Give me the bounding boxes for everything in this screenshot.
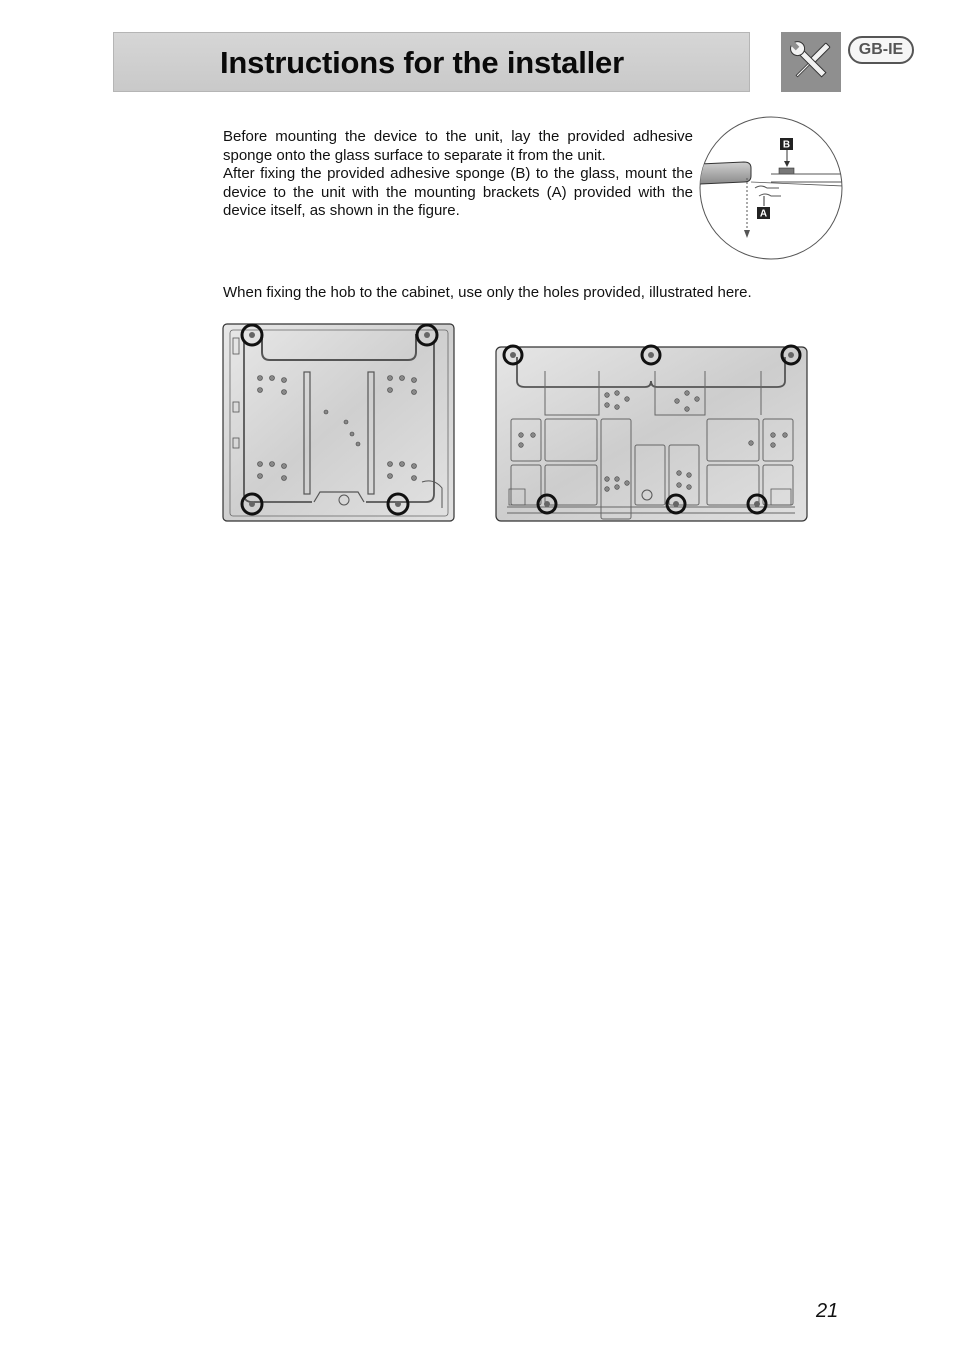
language-badge: GB-IE [848, 36, 914, 64]
header-bar [113, 32, 750, 92]
hob-underside-figure-large [495, 343, 809, 523]
intro-paragraph-1: Before mounting the device to the unit, lay the provided adhesive sponge onto the glass surface to separate it from the unit. [223, 128, 693, 164]
holes-note: When fixing the hob to the cabinet, use only the holes provided, illustrated here. [223, 284, 752, 301]
intro-text [223, 128, 693, 221]
tools-icon [781, 32, 841, 92]
page-title: Instructions for the installer [220, 45, 624, 80]
intro-paragraph-2: After fixing the provided adhesive sponge (B) to the glass, mount the device to the unit with the mounting brackets (A) provided with the device itself, as shown in the figure. [223, 165, 693, 220]
mounting-detail-figure [699, 116, 844, 261]
page-number: 21 [816, 1300, 839, 1322]
label-a: A [759, 208, 768, 220]
label-b: B [782, 139, 791, 151]
hob-underside-figure-small [222, 322, 456, 523]
